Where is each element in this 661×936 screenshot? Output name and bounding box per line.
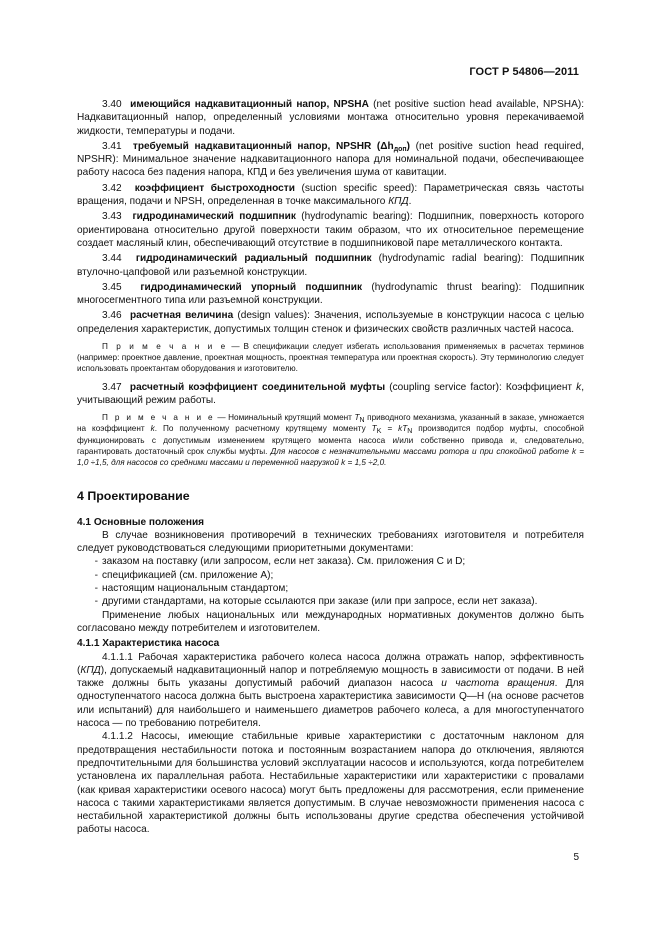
term-title: требуемый надкавитационный напор, NPSHR ( xyxy=(132,140,381,152)
paragraph-italic: КПД xyxy=(80,664,101,676)
torque-subscript: N xyxy=(359,417,365,425)
term-3-44 xyxy=(77,252,584,279)
term-3-46 xyxy=(77,309,584,336)
term-definition: (hydrodynamic thrust bearing): Подшипник многосегментного типа или разъемной конструкции. xyxy=(77,281,584,307)
list-item-text: заказом на поставку (или запросом, если нет заказа). См. приложения С и D; xyxy=(102,556,466,568)
list-item: - другими стандартами, на которые ссылаются при заказе (или при запросе, если нет заказа). xyxy=(94,596,538,608)
term-definition-italic: КПД xyxy=(388,196,409,208)
design-torque-subscript: K xyxy=(376,428,382,436)
subsection-title: 4.1.1 Характеристика насоса xyxy=(77,638,220,650)
term-title: коэффициент быстроходности xyxy=(134,182,295,194)
note-label: П р и м е ч а н и е xyxy=(102,342,228,352)
term-number: 3.42 xyxy=(102,182,122,194)
note-text: производится подбор муфты, способной функционировать с допустимым изменением крутящего момента насоса и/или собственно привода и, следовательно, гарантировать достаточный срок службы муфты. xyxy=(77,424,584,456)
term-3-45 xyxy=(77,281,584,308)
term-definition: (net positive suction head available, NPSHA): Надкавитационный напор, определенный условиями монтажа относительно уровня перекачиваемой жидкости, температуры и подачи. xyxy=(77,99,584,137)
term-definition: (suction specific speed): Параметрическая связь частоты вращения, подачи и NPSH, определенная в точке максимального xyxy=(77,182,584,208)
note-coupling-factor xyxy=(77,412,584,468)
torque-symbol: T xyxy=(354,413,360,423)
note-text: приводного механизма, указанный в заказе, умножается на коэффициент xyxy=(77,413,585,434)
term-3-40 xyxy=(77,98,584,138)
term-number: 3.46 xyxy=(102,310,122,322)
note-text: — Номинальный крутящий момент xyxy=(214,413,355,423)
term-title: расчетная величина xyxy=(129,310,234,322)
term-title: гидродинамический радиальный подшипник xyxy=(135,253,372,265)
term-title: гидродинамический упорный подшипник xyxy=(140,281,362,293)
paragraph: Применение любых национальных или международных нормативных документов должно быть согласовано между потребителем и изготовителем. xyxy=(77,609,584,634)
page-number: 5 xyxy=(573,852,579,863)
term-number: 3.41 xyxy=(102,140,122,152)
term-3-47 xyxy=(77,381,584,408)
term-definition: (design values): Значения, используемые в конструкции насоса с целью определения характеристик, допустимых толщин стенок и физических свойств различных частей насоса. xyxy=(77,310,585,335)
section-title: 4 Проектирование xyxy=(77,489,190,504)
list-item: - спецификацией (см. приложение А); xyxy=(94,569,274,581)
paragraph-text: . Для одноступенчатого насоса должна быть выстроена характеристика зависимости Q—H (на основе расчетов или испытаний) для наибольшего и наименьшего диаметров рабочего колеса, а для многоступенчатого насоса — по требованию потребителя. xyxy=(77,678,584,730)
paragraph-text: 4.1.1.1 Рабочая характеристика рабочего колеса насоса должна отражать напор, эффективность ( xyxy=(77,651,584,676)
term-number: 3.40 xyxy=(102,99,122,110)
torque-subscript: N xyxy=(407,428,413,436)
paragraph: В случае возникновения противоречий в технических требованиях изготовителя и потребителя следует руководствоваться следующими приоритетными документами: xyxy=(77,529,584,555)
note-text: — В спецификации следует избегать использования применяемых в расчетах терминов (например: проектное давление, проектная мощность, проектная температура или проектная скорость). Эту терминологию следует использовать проектантам оборудования и изготовителю. xyxy=(77,342,584,374)
k-symbol: k xyxy=(150,424,155,434)
paragraph-4-1-1-1 xyxy=(77,651,584,731)
term-title: расчетный коэффициент соединительной муфты xyxy=(129,381,386,393)
term-number: 3.45 xyxy=(102,281,122,293)
term-definition: (net positive suction head required, NPSHR): Минимальное значение надкавитационного напора для номинальной подачи, обеспечивающее работу насоса без падения напора, КПД и без увеличения шума от кавитации. xyxy=(77,140,584,179)
term-definition: (coupling service factor): Коэффициент xyxy=(385,381,577,393)
term-3-42 xyxy=(77,182,584,209)
term-number: 3.43 xyxy=(102,211,122,223)
list-item: - настоящим национальным стандартом; xyxy=(94,583,289,595)
term-definition: (hydrodynamic radial bearing): Подшипник втулочно-цапфовой или разъемной конструкции. xyxy=(77,253,585,278)
note-label: П р и м е ч а н и е xyxy=(102,413,215,423)
delta-h-subscript: доп xyxy=(393,145,407,153)
torque-equation: = kT xyxy=(381,424,408,434)
term-number: 3.44 xyxy=(102,253,122,265)
paragraph-italic: и частота вращения xyxy=(441,678,555,690)
term-symbol xyxy=(380,141,406,152)
k-symbol: k xyxy=(576,381,582,393)
note-italic-text: Для насосов с незначительными массами ротора и при спокойной работе k = 1,0 ÷1,5, для насосов со средними массами и переменной нагрузкой k = 1,5 ÷2,0. xyxy=(77,446,584,468)
subsection-title: 4.1 Основные положения xyxy=(77,516,205,528)
term-number: 3.47 xyxy=(102,381,122,393)
list-item-text: другими стандартами, на которые ссылаются при заказе (или при запросе, если нет заказа). xyxy=(102,596,538,608)
note-text: . По полученному расчетному крутящему моменту xyxy=(154,424,372,434)
term-definition: (hydrodynamic bearing): Подшипник, поверхность которого ориентирована относительно другой поверхности таким образом, что их относительное перемещение создает масляный клин, обеспечивающий отсутствие в подшипниковой паре металлического контакта. xyxy=(77,211,585,249)
paragraph-text: ), допускаемый надкавитационный напор и потребляемую мощность в зависимости от подачи. В ней также должны быть указаны допустимый рабочий диапазон насоса xyxy=(77,664,584,690)
design-torque-symbol: T xyxy=(371,424,377,434)
paragraph-4-1-1-2: 4.1.1.2 Насосы, имеющие стабильные кривые характеристики с достаточным наклоном для предотвращения нестабильности потока и постоянным возрастанием напора до отключения, являются предпочтительными для большинства условий эксплуатации насосов и используются, когда потребителем установлена их параллельная работа. Нестабильные характеристики или характеристики с провалами (как кривая характеристики осевого насоса) могут быть предложены для рассмотрения, если применение насоса с такими характеристиками является допустимым. В случае невозможности применения насоса с нестабильной характеристикой должны быть использованы другие средства обеспечения устойчивой работы насоса. xyxy=(77,731,584,836)
document-body xyxy=(77,98,584,837)
term-title: имеющийся надкавитационный напор, NPSHA xyxy=(130,99,369,110)
term-title: гидродинамический подшипник xyxy=(132,211,296,223)
term-definition-end: . xyxy=(408,196,412,208)
document-id-header: ГОСТ Р 54806—2011 xyxy=(469,66,579,78)
term-3-41 xyxy=(77,140,584,180)
delta-h-symbol: Δh xyxy=(380,140,394,152)
note-design-values xyxy=(77,341,584,375)
list-item-text: настоящим национальным стандартом; xyxy=(102,583,289,595)
term-definition-end: , учитывающий режим работы. xyxy=(77,381,585,406)
term-3-43 xyxy=(77,210,584,250)
list-item: - заказом на поставку (или запросом, если нет заказа). См. приложения С и D; xyxy=(94,556,466,568)
term-title-end: ) xyxy=(406,140,411,152)
list-item-text: спецификацией (см. приложение А); xyxy=(102,569,274,581)
